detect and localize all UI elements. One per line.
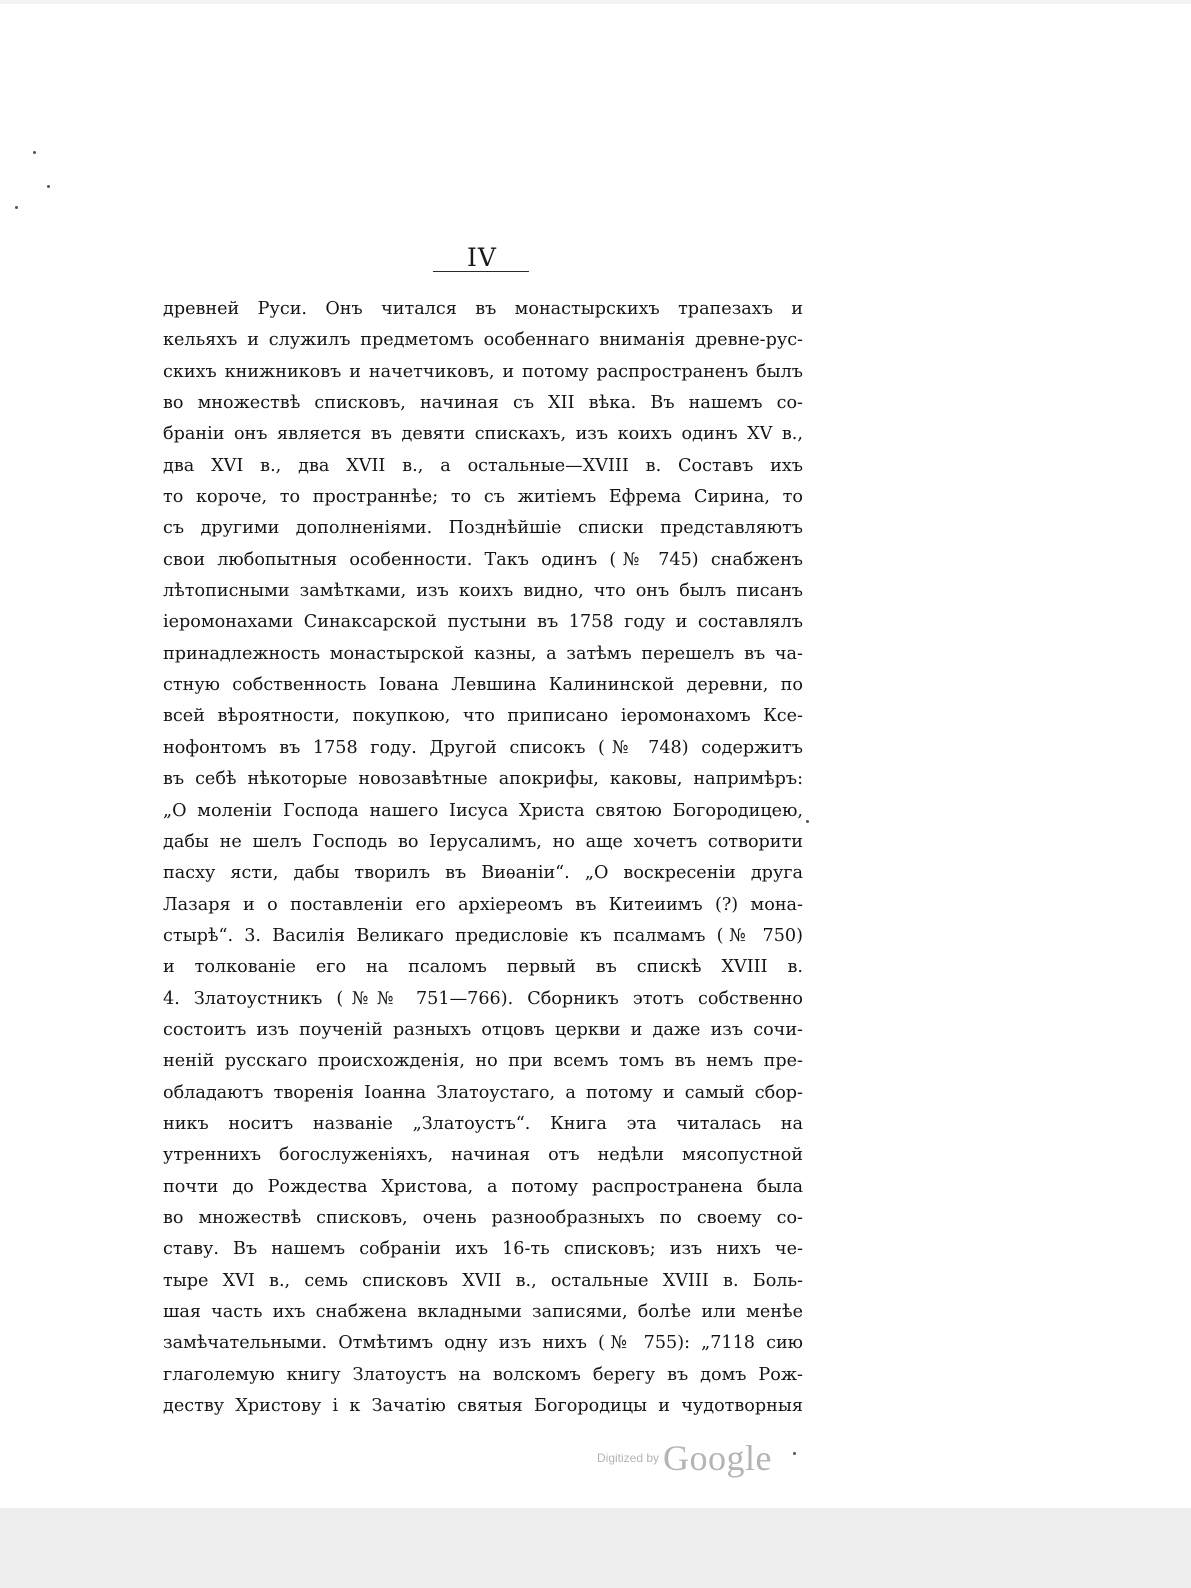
text-line: нофонтомъ въ 1758 году. Другой списокъ (№ 748) содержитъ bbox=[163, 737, 803, 758]
text-line: древней Руси. Онъ читался въ монастырскихъ трапезахъ и bbox=[163, 299, 803, 319]
text-line: принадлежность монастырской казны, а затѣмъ перешелъ въ ча- bbox=[163, 643, 803, 664]
text-line: утреннихъ богослуженіяхъ, начиная отъ недѣли мясопустной bbox=[163, 1145, 803, 1166]
text-line: замѣчательными. Отмѣтимъ одну изъ нихъ (№ 755): „7118 сию bbox=[163, 1333, 803, 1354]
text-line: глаголемую книгу Златоустъ на волскомъ берегу въ домъ Рож- bbox=[163, 1364, 803, 1385]
watermark-prefix: Digitized by bbox=[597, 1451, 660, 1465]
scan-bottom-edge bbox=[0, 1508, 1191, 1588]
text-line: ставу. Въ нашемъ собраніи ихъ 16-ть списковъ; изъ нихъ че- bbox=[163, 1239, 803, 1260]
text-line: лѣтописными замѣтками, изъ коихъ видно, что онъ былъ писанъ bbox=[163, 581, 803, 602]
text-line: съ другими дополненіями. Позднѣйшіе списки представляютъ bbox=[163, 518, 803, 539]
scan-speck bbox=[806, 820, 809, 823]
text-line: стырѣ“. 3. Василія Великаго предисловіе къ псалмамъ (№ 750) bbox=[163, 925, 803, 946]
text-line: „О моленіи Господа нашего Іисуса Христа святою Богородицею, bbox=[163, 800, 803, 821]
text-line: состоитъ изъ поученій разныхъ отцовъ церкви и даже изъ сочи- bbox=[163, 1019, 803, 1040]
google-logo: Google bbox=[663, 1438, 773, 1478]
text-line: во множествѣ списковъ, очень разнообразныхъ по своему со- bbox=[163, 1207, 803, 1228]
page-number: IV bbox=[467, 243, 497, 272]
text-line: скихъ книжниковъ и начетчиковъ, и потому распространенъ былъ bbox=[163, 361, 803, 382]
text-line: никъ носитъ названіе „Златоустъ“. Книга эта читалась на bbox=[163, 1113, 803, 1134]
text-line: деству Христову і к Зачатію святыя Богородицы и чудотворныя bbox=[163, 1396, 803, 1417]
text-line: и толкованіе его на псаломъ первый въ спискѣ XVIII в. bbox=[163, 957, 803, 978]
text-line: во множествѣ списковъ, начиная съ XII вѣка. Въ нашемъ со- bbox=[163, 393, 803, 414]
text-line: стную собственность Іована Левшина Калининской деревни, по bbox=[163, 675, 803, 696]
text-line: пасху ясти, дабы творилъ въ Виѳаніи“. „О воскресеніи друга bbox=[163, 863, 803, 884]
digitized-watermark bbox=[597, 1437, 772, 1477]
text-line: два XVI в., два XVII в., а остальные—XVIII в. Составъ ихъ bbox=[163, 455, 803, 476]
text-line: обладаютъ творенія Іоанна Златоустаго, а потому и самый сбор- bbox=[163, 1082, 803, 1103]
text-line: шая часть ихъ снабжена вкладными записями, болѣе или менѣе bbox=[163, 1302, 803, 1322]
text-line: браніи онъ является въ девяти спискахъ, изъ коихъ одинъ XV в., bbox=[163, 424, 803, 445]
text-line: 4. Златоустникъ (№№ 751—766). Сборникъ этотъ собственно bbox=[163, 988, 803, 1009]
text-line: свои любопытныя особенности. Такъ одинъ (№ 745) снабженъ bbox=[163, 549, 803, 570]
text-line: всей вѣроятности, покупкою, что приписано іеромонахомъ Ксе- bbox=[163, 706, 803, 727]
text-line: кельяхъ и служилъ предметомъ особеннаго вниманія древне-рус- bbox=[163, 330, 803, 351]
header-rule bbox=[433, 271, 529, 272]
scan-top-edge bbox=[0, 0, 1191, 4]
scan-speck bbox=[47, 185, 50, 188]
scan-speck bbox=[793, 1452, 796, 1455]
text-line: неній русскаго происхожденія, но при всемъ томъ въ немъ пре- bbox=[163, 1051, 803, 1072]
text-line: Лазаря и о поставленіи его архіереомъ въ Китеиимъ (?) мона- bbox=[163, 894, 803, 915]
text-line: то короче, то пространнѣе; то съ житіемъ Ефрема Сирина, то bbox=[163, 487, 803, 508]
body-text bbox=[163, 294, 803, 1422]
text-line: дабы не шелъ Господь во Іерусалимъ, но аще хочетъ сотворити bbox=[163, 831, 803, 852]
text-line: тыре XVI в., семь списковъ XVII в., остальные XVIII в. Боль- bbox=[163, 1270, 803, 1291]
text-line: въ себѣ нѣкоторые новозавѣтные апокрифы, каковы, напримѣръ: bbox=[163, 769, 803, 790]
text-line: почти до Рождества Христова, а потому распространена была bbox=[163, 1176, 803, 1197]
scan-speck bbox=[15, 206, 18, 209]
text-line: іеромонахами Синаксарской пустыни въ 1758 году и составлялъ bbox=[163, 612, 803, 633]
scan-speck bbox=[33, 151, 36, 154]
